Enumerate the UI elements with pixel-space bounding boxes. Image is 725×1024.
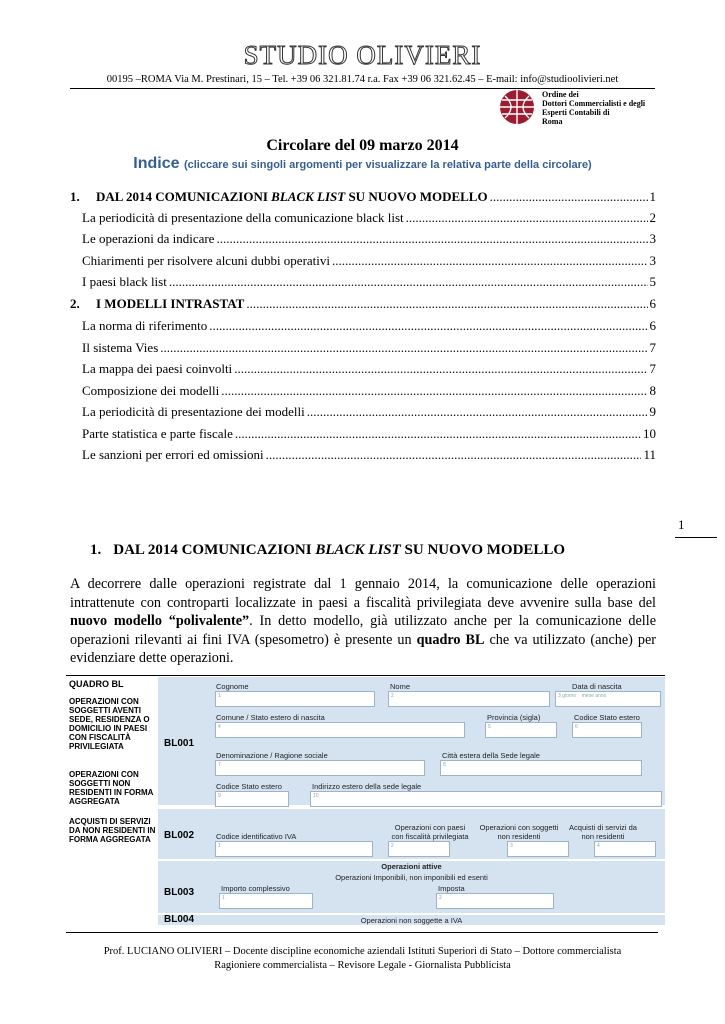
op-soggetti-label: Operazioni con soggetti non residenti <box>479 823 559 841</box>
section-heading: 1. DAL 2014 COMUNICAZIONI BLACK LIST SU NUOVO MODELLO <box>90 542 566 558</box>
codice-stato-field[interactable]: 6 <box>572 722 642 738</box>
firm-address: 00195 –ROMA Via M. Prestinari, 15 – Tel. +39 06 321.81.74 r.a. Fax +39 06 321.62.45 – E-mail: info@studioolivieri.net <box>106 74 619 85</box>
bl004-code: BL004 <box>164 914 195 925</box>
toc-item[interactable]: La norma di riferimento ..... 6 <box>82 318 656 336</box>
footer-line-1: Prof. LUCIANO OLIVIERI – Docente discipline economiche aziendali Istituti Superiori di Stato – Dottore commercialista <box>103 946 622 957</box>
index-heading <box>0 155 725 173</box>
toc-item[interactable]: Il sistema Vies ..... 7 <box>82 340 656 358</box>
page-number: 1 <box>678 517 685 532</box>
toc-item[interactable]: I paesi black list ..... 5 <box>82 274 656 292</box>
nome-label: Nome <box>390 682 411 691</box>
toc-item-1[interactable]: 1. DAL 2014 COMUNICAZIONI BLACK LIST SU NUOVO MODELLO ..... 1 <box>70 189 656 207</box>
importo-label: Importo complessivo <box>221 884 290 893</box>
circular-title: Circolare del 09 marzo 2014 <box>266 137 459 154</box>
acquisti-label: Acquisti di servizi da non residenti <box>569 823 637 841</box>
side-label-privileged: OPERAZIONI CON SOGGETTI AVENTI SEDE, RESIDENZA O DOMICILIO IN PAESI CON FISCALITÀ PRIVILEGIATA <box>69 697 150 751</box>
codice-stato2-field[interactable]: 9 <box>215 791 289 807</box>
firm-name: STUDIO OLIVIERI <box>243 40 482 70</box>
bl002-code: BL002 <box>164 830 195 841</box>
codice-stato-label: Codice Stato estero <box>574 713 640 722</box>
form-title: QUADRO BL <box>69 679 124 689</box>
denominazione-label: Denominazione / Ragione sociale <box>216 751 328 760</box>
denominazione-field[interactable]: 7 <box>215 760 425 776</box>
footer-line-2: Ragioniere commercialista – Revisore Legale - Giornalista Pubblicista <box>214 960 511 971</box>
bl001-code: BL001 <box>164 738 195 749</box>
non-soggette-label: Operazioni non soggette a IVA <box>360 916 463 925</box>
codice-iva-field[interactable]: 1 <box>215 841 373 857</box>
toc-item[interactable]: La mappa dei paesi coinvolti ..... 7 <box>82 361 656 379</box>
order-logo-text: Ordine dei Dottori Commercialisti e degli Esperti Contabili di Roma <box>542 90 646 126</box>
side-label-nonresident: OPERAZIONI CON SOGGETTI NON RESIDENTI IN FORMA AGGREGATA <box>69 770 154 806</box>
data-nascita-label: Data di nascita <box>572 682 622 691</box>
bl003-code: BL003 <box>164 887 195 898</box>
index-label: Indice <box>133 155 180 172</box>
op-imponibili-label: Operazioni Imponibili, non imponibili ed esenti <box>335 873 488 882</box>
toc-item[interactable]: Chiarimenti per risolvere alcuni dubbi operativi ..... 3 <box>82 253 656 271</box>
op-soggetti-field[interactable]: 3 <box>507 841 569 857</box>
intro-paragraph: A decorrere dalle operazioni registrate dal 1 gennaio 2014, la comunicazione delle operazioni intrattenute con controparti localizzate in paesi a fiscalità privilegiata deve avvenire sulla base del nuovo modello “polivalente”. In detto modello, già utilizzato anche per la comunicazione delle operazioni rilevanti ai fini IVA (spesometro) è presente un quadro BL che va utilizzato (anche) per evidenziare dette operazioni. <box>70 576 657 666</box>
codice-stato2-label: Codice Stato estero <box>216 782 282 791</box>
provincia-field[interactable]: 5 <box>485 722 557 738</box>
op-paesi-label: Operazioni con paesi con fiscalità privilegiata <box>391 823 469 841</box>
toc-item-2[interactable]: 2. I MODELLI INTRASTAT ..... 6 <box>70 296 656 314</box>
op-paesi-field[interactable]: 2 <box>388 841 450 857</box>
page-number-line <box>675 537 717 538</box>
toc-item[interactable]: La periodicità di presentazione dei modelli ..... 9 <box>82 404 656 422</box>
toc-item[interactable]: La periodicità di presentazione della comunicazione black list ..... 2 <box>82 210 656 228</box>
cognome-label: Cognome <box>216 682 249 691</box>
provincia-label: Provincia (sigla) <box>487 713 541 722</box>
data-nascita-field[interactable]: 3 giorno mese anno <box>555 691 661 707</box>
quadro-bl-form <box>66 675 665 925</box>
toc-item[interactable]: Parte statistica e parte fiscale ..... 10 <box>82 426 656 444</box>
op-attive-label: Operazioni attive <box>381 862 442 871</box>
comune-label: Comune / Stato estero di nascita <box>216 713 325 722</box>
toc-item[interactable]: Le sanzioni per errori ed omissioni ..... 11 <box>82 447 656 465</box>
indirizzo-label: Indirizzo estero della sede legale <box>312 782 422 791</box>
importo-field[interactable]: 1 <box>219 893 313 909</box>
indirizzo-field[interactable]: 10 <box>310 791 662 807</box>
toc-item[interactable]: Composizione dei modelli ..... 8 <box>82 383 656 401</box>
citta-estera-field[interactable]: 8 <box>440 760 642 776</box>
index-hint: (cliccare sui singoli argomenti per visualizzare la relativa parte della circolare) <box>183 159 592 171</box>
cognome-field[interactable]: 1 <box>215 691 375 707</box>
codice-iva-label: Codice identificativo IVA <box>216 832 297 841</box>
imposta-label: Imposta <box>438 884 465 893</box>
imposta-field[interactable]: 2 <box>436 893 554 909</box>
toc-item[interactable]: Le operazioni da indicare ..... 3 <box>82 231 656 249</box>
side-label-services: ACQUISTI DI SERVIZI DA NON RESIDENTI IN FORMA AGGREGATA <box>69 817 156 844</box>
citta-estera-label: Città estera della Sede legale <box>442 751 540 760</box>
comune-field[interactable]: 4 <box>215 722 465 738</box>
header-divider <box>70 88 655 89</box>
footer-divider <box>66 932 658 933</box>
acquisti-field[interactable]: 4 <box>594 841 656 857</box>
order-logo <box>497 88 539 131</box>
nome-field[interactable]: 2 <box>388 691 550 707</box>
globe-logo-icon <box>497 88 539 126</box>
